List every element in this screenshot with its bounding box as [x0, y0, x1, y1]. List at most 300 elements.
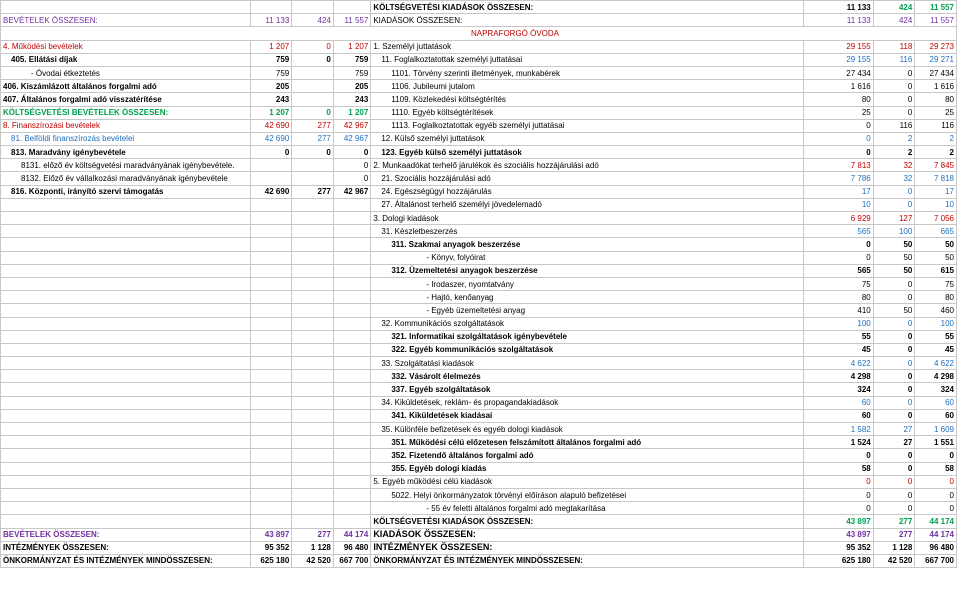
- expense-value: 0: [915, 475, 957, 488]
- income-value: 424: [292, 14, 334, 27]
- expense-value: 50: [873, 304, 915, 317]
- income-value: 0: [250, 146, 292, 159]
- expense-value: 0: [873, 357, 915, 370]
- expense-label: 352. Fizetendő általános forgalmi adó: [371, 449, 804, 462]
- expense-value: 0: [804, 119, 874, 132]
- income-value: [250, 462, 292, 475]
- income-value: 0: [333, 146, 370, 159]
- table-row: [1, 27, 957, 40]
- expense-label: 1110. Egyéb költségtérítések: [371, 106, 804, 119]
- income-label: [1, 212, 251, 225]
- table-row: [1, 119, 957, 132]
- expense-value: 27 434: [915, 66, 957, 79]
- income-value: 42 690: [250, 132, 292, 145]
- expense-value: 100: [873, 225, 915, 238]
- expense-label: 34. Kiküldetések, reklám- és propagandakiadások: [371, 396, 804, 409]
- expense-value: 0: [873, 277, 915, 290]
- income-value: 0: [292, 106, 334, 119]
- expense-value: 43 897: [804, 528, 874, 541]
- expense-value: 96 480: [915, 541, 957, 554]
- income-value: 42 967: [333, 119, 370, 132]
- expense-value: 44 174: [915, 515, 957, 528]
- expense-value: 45: [804, 343, 874, 356]
- income-value: [333, 357, 370, 370]
- expense-value: 29 273: [915, 40, 957, 53]
- income-value: [292, 251, 334, 264]
- income-value: [250, 159, 292, 172]
- income-value: [250, 515, 292, 528]
- income-value: 0: [333, 159, 370, 172]
- income-label: [1, 330, 251, 343]
- income-value: [292, 462, 334, 475]
- expense-value: 25: [915, 106, 957, 119]
- income-value: 1 207: [250, 106, 292, 119]
- expense-value: 0: [873, 449, 915, 462]
- income-value: [333, 225, 370, 238]
- expense-value: 43 897: [804, 515, 874, 528]
- expense-label: 1. Személyi juttatások: [371, 40, 804, 53]
- income-value: [250, 409, 292, 422]
- income-value: [292, 238, 334, 251]
- income-value: [333, 475, 370, 488]
- expense-value: 0: [804, 132, 874, 145]
- income-value: [333, 291, 370, 304]
- expense-label: 311. Szakmai anyagok beszerzése: [371, 238, 804, 251]
- income-value: [292, 304, 334, 317]
- income-value: [333, 488, 370, 501]
- income-label: [1, 449, 251, 462]
- income-value: [292, 93, 334, 106]
- expense-value: 0: [804, 449, 874, 462]
- expense-value: 75: [804, 277, 874, 290]
- expense-value: 4 622: [915, 357, 957, 370]
- expense-value: 50: [915, 238, 957, 251]
- expense-value: 44 174: [915, 528, 957, 541]
- expense-label: 2. Munkaadókat terhelő járulékok és szociális hozzájárulási adó: [371, 159, 804, 172]
- expense-value: 17: [804, 185, 874, 198]
- expense-label: KÖLTSÉGVETÉSI KIADÁSOK ÖSSZESEN:: [371, 1, 804, 14]
- income-label: [1, 502, 251, 515]
- income-value: 42 967: [333, 185, 370, 198]
- income-value: 277: [292, 119, 334, 132]
- expense-label: - Egyéb üzemeltetési anyag: [371, 304, 804, 317]
- expense-value: 4 622: [804, 357, 874, 370]
- income-value: [292, 515, 334, 528]
- expense-value: 424: [873, 14, 915, 27]
- income-value: [292, 343, 334, 356]
- income-value: 759: [333, 53, 370, 66]
- income-label: [1, 198, 251, 211]
- table-row: [1, 462, 957, 475]
- income-value: 95 352: [250, 541, 292, 554]
- income-value: [292, 488, 334, 501]
- income-value: 43 897: [250, 528, 292, 541]
- income-label: [1, 409, 251, 422]
- income-value: [250, 449, 292, 462]
- expense-value: 27 434: [804, 66, 874, 79]
- expense-value: 4 298: [804, 370, 874, 383]
- income-value: [292, 449, 334, 462]
- income-value: [292, 409, 334, 422]
- table-row: [1, 251, 957, 264]
- income-value: 243: [333, 93, 370, 106]
- expense-value: 27: [873, 423, 915, 436]
- expense-value: 2: [873, 146, 915, 159]
- income-label: [1, 475, 251, 488]
- expense-value: 27: [873, 436, 915, 449]
- expense-value: 460: [915, 304, 957, 317]
- income-value: [292, 291, 334, 304]
- income-label: [1, 264, 251, 277]
- expense-value: 0: [804, 502, 874, 515]
- table-row: [1, 317, 957, 330]
- expense-label: 32. Kommunikációs szolgáltatások: [371, 317, 804, 330]
- table-row: [1, 357, 957, 370]
- expense-value: 625 180: [804, 554, 874, 567]
- income-value: [292, 423, 334, 436]
- income-value: [250, 172, 292, 185]
- income-value: 42 690: [250, 185, 292, 198]
- income-value: [292, 370, 334, 383]
- table-row: [1, 449, 957, 462]
- income-value: [333, 238, 370, 251]
- expense-value: 127: [873, 212, 915, 225]
- expense-value: 60: [804, 409, 874, 422]
- income-value: [250, 357, 292, 370]
- income-label: [1, 423, 251, 436]
- expense-value: 0: [873, 396, 915, 409]
- income-value: [250, 370, 292, 383]
- expense-label: 1113. Foglalkoztatottak egyéb személyi juttatásai: [371, 119, 804, 132]
- expense-value: 277: [873, 528, 915, 541]
- income-label: BEVÉTELEK ÖSSZESEN:: [1, 528, 251, 541]
- income-value: [292, 225, 334, 238]
- income-value: [292, 277, 334, 290]
- income-label: [1, 515, 251, 528]
- income-value: [333, 449, 370, 462]
- expense-value: 60: [915, 409, 957, 422]
- expense-value: 0: [873, 502, 915, 515]
- income-value: [333, 264, 370, 277]
- income-value: 96 480: [333, 541, 370, 554]
- income-value: [250, 291, 292, 304]
- income-value: 42 690: [250, 119, 292, 132]
- expense-value: 0: [873, 291, 915, 304]
- expense-value: 116: [873, 119, 915, 132]
- income-value: [250, 304, 292, 317]
- income-value: [292, 159, 334, 172]
- expense-label: 341. Kiküldetések kiadásai: [371, 409, 804, 422]
- expense-value: 0: [873, 198, 915, 211]
- expense-value: 424: [873, 1, 915, 14]
- income-value: [292, 475, 334, 488]
- income-label: [1, 357, 251, 370]
- table-row: [1, 212, 957, 225]
- expense-value: 0: [804, 238, 874, 251]
- expense-value: 277: [873, 515, 915, 528]
- income-label: ÖNKORMÁNYZAT ÉS INTÉZMÉNYEK MINDÖSSZESEN:: [1, 554, 251, 567]
- income-value: [333, 436, 370, 449]
- income-value: 1 207: [333, 40, 370, 53]
- expense-value: 50: [873, 264, 915, 277]
- income-value: 0: [333, 172, 370, 185]
- expense-value: 0: [873, 93, 915, 106]
- expense-label: 332. Vásárolt élelmezés: [371, 370, 804, 383]
- expense-label: KÖLTSÉGVETÉSI KIADÁSOK ÖSSZESEN:: [371, 515, 804, 528]
- expense-value: 0: [804, 475, 874, 488]
- expense-label: 31. Készletbeszerzés: [371, 225, 804, 238]
- expense-value: 7 845: [915, 159, 957, 172]
- expense-label: 11. Foglalkoztatottak személyi juttatásai: [371, 53, 804, 66]
- expense-label: 355. Egyéb dologi kiadás: [371, 462, 804, 475]
- expense-value: 0: [873, 317, 915, 330]
- section-title: NAPRAFORGÓ ÓVODA: [1, 27, 957, 40]
- table-row: [1, 475, 957, 488]
- expense-value: 0: [873, 343, 915, 356]
- expense-value: 0: [804, 251, 874, 264]
- table-row: [1, 541, 957, 554]
- table-row: [1, 106, 957, 119]
- expense-value: 7 786: [804, 172, 874, 185]
- expense-value: 116: [873, 53, 915, 66]
- expense-value: 32: [873, 159, 915, 172]
- income-value: 243: [250, 93, 292, 106]
- expense-value: 100: [915, 317, 957, 330]
- income-value: [333, 502, 370, 515]
- expense-value: 80: [804, 291, 874, 304]
- income-label: [1, 396, 251, 409]
- income-label: KÖLTSÉGVETÉSI BEVÉTELEK ÖSSZESEN:: [1, 106, 251, 119]
- income-value: [250, 423, 292, 436]
- income-value: 205: [250, 80, 292, 93]
- expense-value: 17: [915, 185, 957, 198]
- expense-value: 0: [873, 370, 915, 383]
- income-value: 759: [250, 53, 292, 66]
- income-value: [292, 317, 334, 330]
- table-row: [1, 159, 957, 172]
- income-value: [250, 343, 292, 356]
- income-label: [1, 436, 251, 449]
- expense-value: 80: [915, 291, 957, 304]
- expense-value: 50: [915, 251, 957, 264]
- income-value: [250, 212, 292, 225]
- expense-label: 1106. Jubileumi jutalom: [371, 80, 804, 93]
- expense-label: 351. Működési célú előzetesen felszámított általános forgalmi adó: [371, 436, 804, 449]
- expense-value: 565: [804, 225, 874, 238]
- table-row: [1, 185, 957, 198]
- expense-label: 33. Szolgáltatási kiadások: [371, 357, 804, 370]
- table-row: [1, 264, 957, 277]
- expense-value: 6 929: [804, 212, 874, 225]
- table-row: [1, 370, 957, 383]
- table-row: [1, 383, 957, 396]
- expense-value: 42 520: [873, 554, 915, 567]
- expense-value: 100: [804, 317, 874, 330]
- expense-value: 58: [804, 462, 874, 475]
- table-row: [1, 330, 957, 343]
- income-value: [333, 304, 370, 317]
- expense-value: 7 056: [915, 212, 957, 225]
- expense-label: KIADÁSOK ÖSSZESEN:: [371, 14, 804, 27]
- expense-value: 10: [804, 198, 874, 211]
- table-row: [1, 436, 957, 449]
- expense-value: 55: [804, 330, 874, 343]
- income-label: [1, 343, 251, 356]
- income-value: [333, 409, 370, 422]
- table-row: [1, 515, 957, 528]
- expense-label: INTÉZMÉNYEK ÖSSZESEN:: [371, 541, 804, 554]
- expense-value: 0: [873, 475, 915, 488]
- income-label: BEVÉTELEK ÖSSZESEN:: [1, 14, 251, 27]
- income-value: 0: [292, 53, 334, 66]
- expense-value: 2: [915, 132, 957, 145]
- expense-value: 0: [804, 488, 874, 501]
- income-value: [292, 198, 334, 211]
- expense-value: 1 609: [915, 423, 957, 436]
- income-value: [250, 475, 292, 488]
- expense-value: 60: [915, 396, 957, 409]
- income-value: [250, 330, 292, 343]
- expense-value: 667 700: [915, 554, 957, 567]
- expense-value: 11 557: [915, 14, 957, 27]
- table-row: [1, 277, 957, 290]
- expense-value: 0: [873, 106, 915, 119]
- income-value: [250, 251, 292, 264]
- expense-label: 5022. Helyi önkormányzatok törvényi előíráson alapuló befizetései: [371, 488, 804, 501]
- expense-label: 1109. Közlekedési költségtérítés: [371, 93, 804, 106]
- expense-value: 1 616: [915, 80, 957, 93]
- income-value: [333, 317, 370, 330]
- income-value: [333, 277, 370, 290]
- expense-value: 565: [804, 264, 874, 277]
- table-row: [1, 93, 957, 106]
- expense-value: 32: [873, 172, 915, 185]
- expense-value: 0: [873, 409, 915, 422]
- income-value: [292, 264, 334, 277]
- expense-value: 1 616: [804, 80, 874, 93]
- income-label: 407. Általános forgalmi adó visszatérítése: [1, 93, 251, 106]
- income-label: 813. Maradvány igénybevétele: [1, 146, 251, 159]
- expense-value: 2: [873, 132, 915, 145]
- income-value: 11 133: [250, 14, 292, 27]
- income-value: 0: [292, 40, 334, 53]
- table-row: [1, 291, 957, 304]
- table-row: [1, 396, 957, 409]
- income-value: 759: [250, 66, 292, 79]
- table-body: [1, 1, 957, 568]
- table-row: [1, 528, 957, 541]
- income-label: INTÉZMÉNYEK ÖSSZESEN:: [1, 541, 251, 554]
- expense-value: 0: [873, 66, 915, 79]
- expense-value: 58: [915, 462, 957, 475]
- income-value: 0: [292, 146, 334, 159]
- expense-value: 1 551: [915, 436, 957, 449]
- expense-label: 322. Egyéb kommunikációs szolgáltatások: [371, 343, 804, 356]
- expense-value: 60: [804, 396, 874, 409]
- income-value: 1 207: [333, 106, 370, 119]
- expense-value: 7 813: [804, 159, 874, 172]
- expense-value: 4 298: [915, 370, 957, 383]
- expense-value: 7 818: [915, 172, 957, 185]
- table-row: [1, 40, 957, 53]
- expense-value: 1 582: [804, 423, 874, 436]
- expense-label: - Könyv, folyóirat: [371, 251, 804, 264]
- income-label: 406. Kiszámlázott általános forgalmi adó: [1, 80, 251, 93]
- income-label: [1, 304, 251, 317]
- table-row: [1, 488, 957, 501]
- income-value: 42 967: [333, 132, 370, 145]
- expense-value: 50: [873, 251, 915, 264]
- table-row: [1, 343, 957, 356]
- expense-value: 0: [915, 488, 957, 501]
- expense-value: 0: [915, 449, 957, 462]
- expense-value: 324: [804, 383, 874, 396]
- expense-label: 1101. Törvény szerinti illetmények, munkabérek: [371, 66, 804, 79]
- expense-label: ÖNKORMÁNYZAT ÉS INTÉZMÉNYEK MINDÖSSZESEN:: [371, 554, 804, 567]
- income-value: [333, 343, 370, 356]
- income-label: 4. Működési bevételek: [1, 40, 251, 53]
- table-row: [1, 172, 957, 185]
- expense-label: - 55 év feletti általános forgalmi adó megtakarítása: [371, 502, 804, 515]
- expense-label: 337. Egyéb szolgáltatások: [371, 383, 804, 396]
- income-value: 1 207: [250, 40, 292, 53]
- table-row: [1, 146, 957, 159]
- expense-value: 25: [804, 106, 874, 119]
- expense-label: KIADÁSOK ÖSSZESEN:: [371, 528, 804, 541]
- expense-value: 11 133: [804, 1, 874, 14]
- expense-value: 0: [873, 383, 915, 396]
- expense-value: 0: [873, 80, 915, 93]
- expense-label: 24. Egészségügyi hozzájárulás: [371, 185, 804, 198]
- expense-value: 0: [873, 462, 915, 475]
- income-value: [333, 423, 370, 436]
- expense-value: 80: [804, 93, 874, 106]
- income-value: [292, 330, 334, 343]
- income-label: 405. Ellátási díjak: [1, 53, 251, 66]
- expense-value: 324: [915, 383, 957, 396]
- income-label: 816. Központi, irányító szervi támogatás: [1, 185, 251, 198]
- income-value: 625 180: [250, 554, 292, 567]
- table-row: [1, 14, 957, 27]
- income-value: [292, 396, 334, 409]
- expense-value: 410: [804, 304, 874, 317]
- income-value: [333, 212, 370, 225]
- table-row: [1, 304, 957, 317]
- expense-value: 2: [915, 146, 957, 159]
- income-value: [333, 330, 370, 343]
- income-label: 8. Finanszírozási bevételek: [1, 119, 251, 132]
- table-row: [1, 198, 957, 211]
- income-value: 42 520: [292, 554, 334, 567]
- income-value: [292, 436, 334, 449]
- expense-value: 665: [915, 225, 957, 238]
- expense-label: - Irodaszer, nyomtatvány: [371, 277, 804, 290]
- expense-value: 0: [873, 185, 915, 198]
- table-row: [1, 502, 957, 515]
- income-value: [292, 66, 334, 79]
- income-value: [250, 1, 292, 14]
- expense-label: 35. Különféle befizetések és egyéb dologi kiadások: [371, 423, 804, 436]
- income-value: [250, 277, 292, 290]
- expense-value: 116: [915, 119, 957, 132]
- expense-value: 29 155: [804, 40, 874, 53]
- income-label: [1, 488, 251, 501]
- income-label: [1, 277, 251, 290]
- expense-label: - Hajtó, kenőanyag: [371, 291, 804, 304]
- income-value: [333, 370, 370, 383]
- expense-label: 27. Általánost terhelő személyi jövedelemadó: [371, 198, 804, 211]
- table-row: [1, 53, 957, 66]
